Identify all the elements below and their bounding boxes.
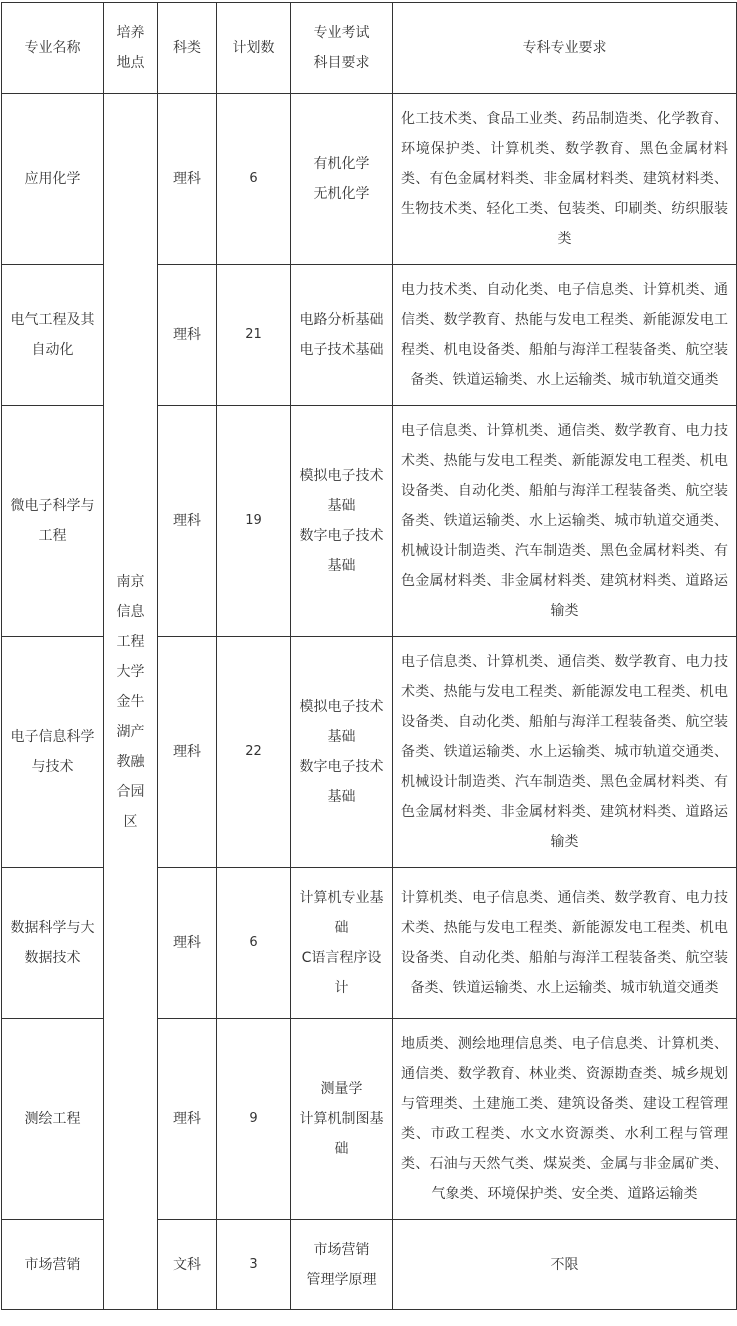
exam-cell bbox=[291, 1220, 393, 1310]
category-cell: 理科 bbox=[158, 1019, 217, 1220]
plan-cell: 3 bbox=[217, 1220, 291, 1310]
header-row bbox=[2, 3, 737, 94]
exam-subject: 数字电子技术基础 bbox=[299, 759, 384, 805]
category-cell: 理科 bbox=[158, 637, 217, 868]
header-exam bbox=[291, 3, 393, 94]
requirement-cell: 化工技术类、食品工业类、药品制造类、化学教育、环境保护类、计算机类、数学教育、黑色金属材料类、有色金属材料类、非金属材料类、建筑材料类、生物技术类、轻化工类、包装类、印刷类、纺织服装类 bbox=[393, 94, 737, 265]
category-cell: 理科 bbox=[158, 868, 217, 1019]
header-exam-line2: 科目要求 bbox=[313, 55, 370, 71]
exam-subject: 有机化学 bbox=[313, 156, 370, 172]
plan-cell: 22 bbox=[217, 637, 291, 868]
requirement-cell: 电力技术类、自动化类、电子信息类、计算机类、通信类、数学教育、热能与发电工程类、新能源发电工程类、机电设备类、船舶与海洋工程装备类、航空装备类、铁道运输类、水上运输类、城市轨道交通类 bbox=[393, 265, 737, 406]
enrollment-table bbox=[1, 2, 737, 1310]
header-category: 科类 bbox=[158, 3, 217, 94]
major-cell: 应用化学 bbox=[2, 94, 104, 265]
exam-cell bbox=[291, 868, 393, 1019]
header-exam-line1: 专业考试 bbox=[313, 25, 370, 41]
exam-subject: 模拟电子技术基础 bbox=[299, 468, 384, 514]
exam-subject: 计算机制图基础 bbox=[299, 1111, 384, 1157]
requirement-cell: 不限 bbox=[393, 1220, 737, 1310]
header-requirement: 专科专业要求 bbox=[393, 3, 737, 94]
table-row bbox=[2, 94, 737, 265]
major-cell: 电气工程及其自动化 bbox=[2, 265, 104, 406]
header-location bbox=[104, 3, 158, 94]
exam-subject: 市场营销 bbox=[313, 1241, 370, 1258]
header-major: 专业名称 bbox=[2, 3, 104, 94]
plan-cell: 21 bbox=[217, 265, 291, 406]
category-cell: 理科 bbox=[158, 94, 217, 265]
major-cell: 电子信息科学与技术 bbox=[2, 637, 104, 868]
requirement-cell: 电子信息类、计算机类、通信类、数学教育、电力技术类、热能与发电工程类、新能源发电工程类、机电设备类、自动化类、船舶与海洋工程装备类、航空装备类、铁道运输类、水上运输类、城市轨道交通类、机械设计制造类、汽车制造类、黑色金属材料类、有色金属材料类、非金属材料类、建筑材料类、道路运输类 bbox=[393, 406, 737, 637]
location-cell: 南京信息工程大学金牛湖产教融合园区 bbox=[104, 94, 158, 1310]
major-cell: 测绘工程 bbox=[2, 1019, 104, 1220]
exam-subject: 无机化学 bbox=[313, 186, 370, 202]
exam-subject: C语言程序设计 bbox=[301, 950, 382, 996]
header-location-line1: 培养 bbox=[116, 25, 145, 41]
exam-cell bbox=[291, 265, 393, 406]
plan-cell: 9 bbox=[217, 1019, 291, 1220]
category-cell: 理科 bbox=[158, 265, 217, 406]
exam-subject: 模拟电子技术基础 bbox=[299, 699, 384, 745]
header-location-line2: 地点 bbox=[116, 55, 145, 71]
plan-cell: 6 bbox=[217, 94, 291, 265]
requirement-cell: 计算机类、电子信息类、通信类、数学教育、电力技术类、热能与发电工程类、新能源发电工程类、机电设备类、自动化类、船舶与海洋工程装备类、航空装备类、铁道运输类、水上运输类、城市轨道交通类 bbox=[393, 868, 737, 1019]
exam-cell bbox=[291, 1019, 393, 1220]
exam-subject: 计算机专业基础 bbox=[299, 890, 384, 936]
exam-subject: 电路分析基础 bbox=[299, 312, 384, 328]
exam-subject: 管理学原理 bbox=[306, 1271, 377, 1288]
category-cell: 文科 bbox=[158, 1220, 217, 1310]
header-plan: 计划数 bbox=[217, 3, 291, 94]
exam-subject: 测量学 bbox=[320, 1081, 363, 1097]
requirement-cell: 地质类、测绘地理信息类、电子信息类、计算机类、通信类、数学教育、林业类、资源勘查类、城乡规划与管理类、土建施工类、建筑设备类、建设工程管理类、市政工程类、水文水资源类、水利工程与管理类、石油与天然气类、煤炭类、金属与非金属矿类、气象类、环境保护类、安全类、道路运输类 bbox=[393, 1019, 737, 1220]
category-cell: 理科 bbox=[158, 406, 217, 637]
exam-subject: 电子技术基础 bbox=[299, 342, 384, 358]
exam-subject: 数字电子技术基础 bbox=[299, 528, 384, 574]
plan-cell: 6 bbox=[217, 868, 291, 1019]
exam-cell bbox=[291, 94, 393, 265]
exam-cell bbox=[291, 637, 393, 868]
major-cell: 数据科学与大数据技术 bbox=[2, 868, 104, 1019]
exam-cell bbox=[291, 406, 393, 637]
requirement-cell: 电子信息类、计算机类、通信类、数学教育、电力技术类、热能与发电工程类、新能源发电工程类、机电设备类、自动化类、船舶与海洋工程装备类、航空装备类、铁道运输类、水上运输类、城市轨道交通类、机械设计制造类、汽车制造类、黑色金属材料类、有色金属材料类、非金属材料类、建筑材料类、道路运输类 bbox=[393, 637, 737, 868]
plan-cell: 19 bbox=[217, 406, 291, 637]
major-cell: 微电子科学与工程 bbox=[2, 406, 104, 637]
major-cell: 市场营销 bbox=[2, 1220, 104, 1310]
